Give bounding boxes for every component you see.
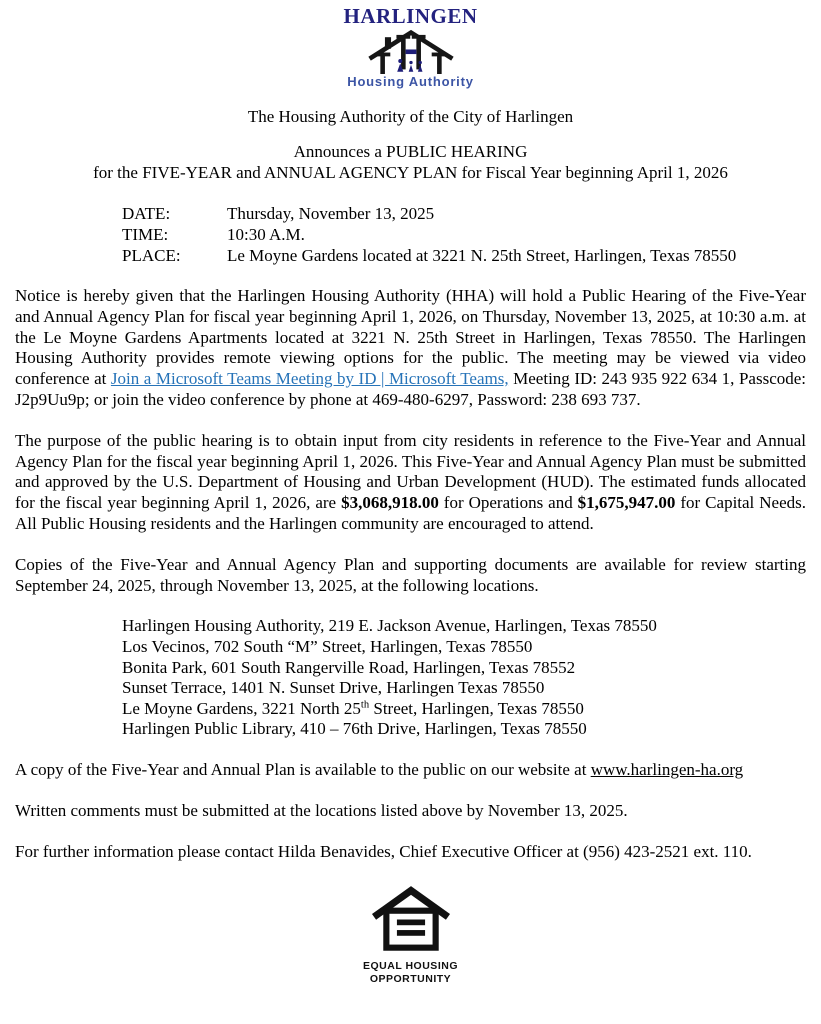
operations-amount: $3,068,918.00 (341, 493, 439, 513)
purpose-text-2: for Operations and (438, 493, 578, 513)
hha-logo-subtitle: Housing Authority (347, 74, 474, 89)
eho-caption-line-1: EQUAL HOUSING (363, 960, 458, 973)
announcement-heading (15, 141, 806, 183)
place-label: PLACE: (122, 246, 181, 265)
location-text-post: Street, Harlingen, Texas 78550 (369, 698, 584, 718)
contact-paragraph: For further information please contact Hilda Benavides, Chief Executive Officer at (956) 423-2521 ext. 110. (15, 841, 752, 861)
location-line-hha (122, 616, 806, 637)
location-text: Sunset Terrace, 1401 N. Sunset Drive, Harlingen Texas 78550 (122, 678, 545, 698)
date-label: DATE: (122, 204, 171, 223)
place-value: Le Moyne Gardens located at 3221 N. 25th Street, Harlingen, Texas 78550 (227, 246, 737, 265)
equal-housing-house-icon (367, 886, 455, 953)
hha-house-icon (365, 28, 457, 74)
location-line-sunset-terrace (122, 678, 806, 699)
website-text-before: A copy of the Five-Year and Annual Plan is available to the public on our website at (15, 759, 591, 779)
eho-caption-line-2: OPPORTUNITY (369, 973, 452, 986)
website-link[interactable]: www.harlingen-ha.org (590, 759, 744, 779)
website-paragraph (15, 760, 806, 781)
teams-meeting-link[interactable]: Join a Microsoft Teams Meeting by ID | Microsoft Teams, (110, 369, 509, 389)
location-text: Bonita Park, 601 South Rangerville Road, Harlingen, Texas 78552 (122, 657, 576, 677)
location-line-los-vecinos (122, 637, 806, 658)
hha-logo-title: HARLINGEN (343, 4, 478, 28)
notice-text-before: Notice is hereby given that the Harlingen Housing Authority (HHA) will hold a Public Hearing of the Five-Year and Annual Agency Plan for fiscal year beginning April 1, 2026, on Thursday, November 13, 2025, at 10:30 a.m. at the Le Moyne Gardens Apartments located at 3221 N. 25th Street in Harlingen, Texas 78550. The Harlingen Housing Authority provides remote viewing options for the public. The meeting may be viewed via video conference at (15, 286, 806, 389)
purpose-text-1: The purpose of the public hearing is to obtain input from city residents in reference to the Five-Year and Annual Agency Plan for the fiscal year beginning April 1, 2026. This Five-Year and Annual Agency Plan must be submitted and approved by the U.S. Department of Housing and Urban Development (HUD). The estimated funds allocated for the fiscal year beginning April 1, 2026, are (15, 430, 806, 513)
location-text: Harlingen Public Library, 410 – 76th Drive, Harlingen, Texas 78550 (122, 719, 587, 739)
location-sup: th (360, 699, 370, 711)
date-value: Thursday, November 13, 2025 (227, 204, 435, 223)
eho-caption (15, 960, 806, 986)
capital-needs-amount: $1,675,947.00 (577, 493, 676, 513)
purpose-paragraph (15, 431, 806, 535)
comments-paragraph: Written comments must be submitted at the locations listed above by November 13, 2025. (15, 800, 628, 820)
hha-logo (15, 6, 806, 88)
announce-line-1: Announces a PUBLIC HEARING (293, 142, 528, 161)
time-label: TIME: (122, 225, 169, 244)
location-text: Harlingen Housing Authority, 219 E. Jackson Avenue, Harlingen, Texas 78550 (122, 616, 657, 636)
detail-row-place (122, 245, 806, 266)
time-value: 10:30 A.M. (227, 225, 305, 244)
hearing-details (122, 203, 806, 266)
detail-row-time (122, 224, 806, 245)
notice-text-after: Meeting ID: 243 935 922 634 1, Passcode: J2p9Uu9p; or join the video conference by phone at 469-480-6297, Password: 238 693 737. (15, 369, 807, 409)
copies-paragraph: Copies of the Five-Year and Annual Agency Plan and supporting documents are available for review starting September 24, 2025, through November 13, 2025, at the following locations. (15, 554, 806, 595)
equal-housing-opportunity-logo (15, 886, 806, 986)
notice-paragraph (15, 286, 806, 411)
location-line-bonita-park (122, 658, 806, 679)
location-text: Los Vecinos, 702 South “M” Street, Harlingen, Texas 78550 (122, 636, 533, 656)
org-title-line: The Housing Authority of the City of Harlingen (247, 107, 574, 126)
detail-row-date (122, 203, 806, 224)
location-line-public-library (122, 719, 806, 740)
purpose-text-3: for Capital Needs. All Public Housing residents and the Harlingen community are encouraged to attend. (15, 493, 806, 533)
location-line-le-moyne (122, 699, 806, 720)
announce-line-2: for the FIVE-YEAR and ANNUAL AGENCY PLAN for Fiscal Year beginning April 1, 2026 (93, 163, 728, 182)
location-text: Le Moyne Gardens, 3221 North 25 (122, 698, 361, 718)
locations-list (122, 616, 806, 740)
